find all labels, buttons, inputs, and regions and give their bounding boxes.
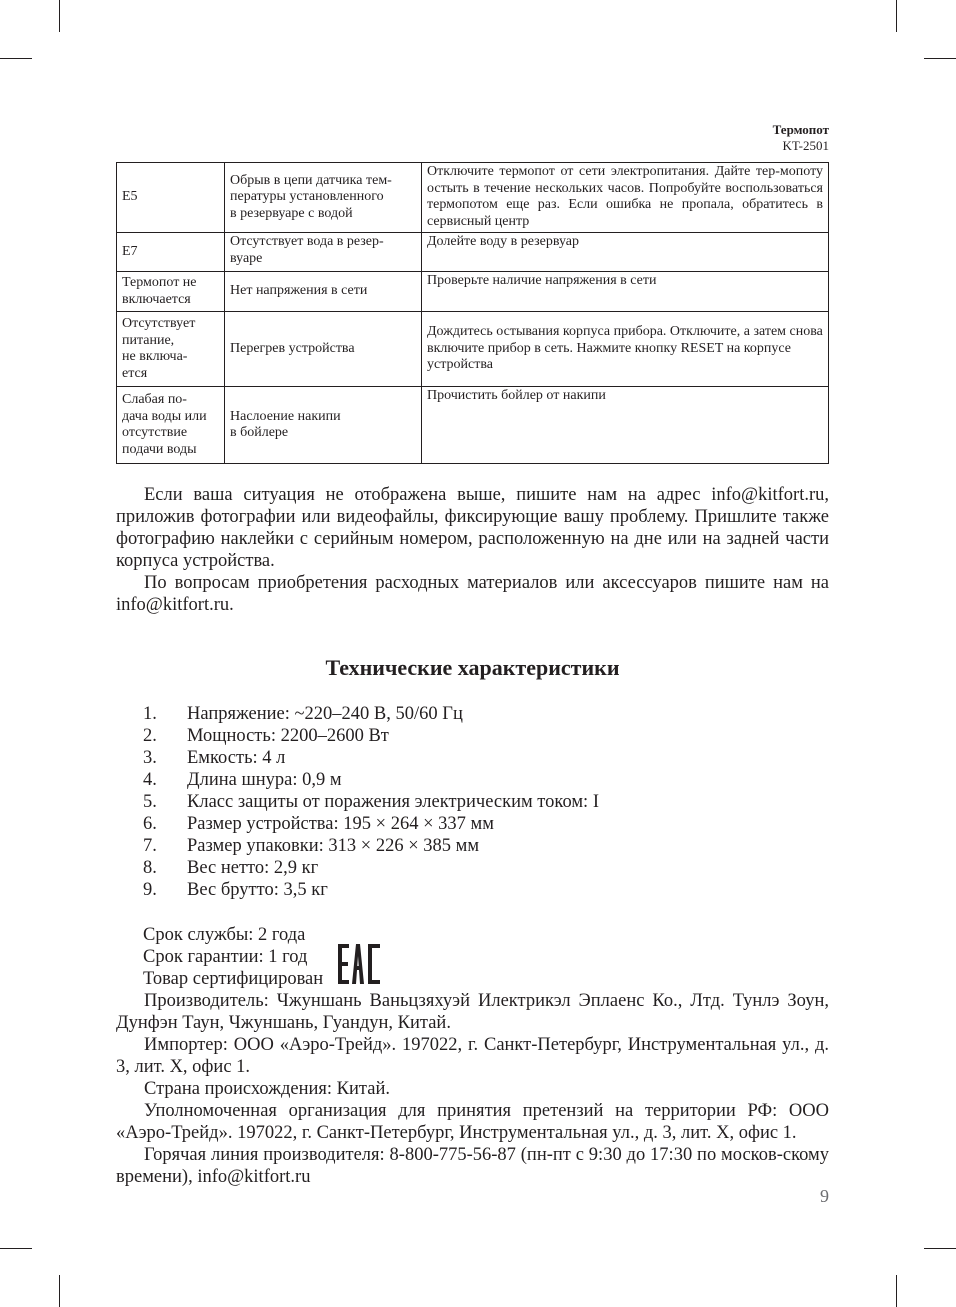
spec-text: Класс защиты от поражения электрическим током: I bbox=[187, 792, 599, 812]
table-row bbox=[117, 387, 829, 464]
fault-cause: Нет напряжения в сети bbox=[225, 272, 422, 312]
eac-mark-icon bbox=[338, 944, 380, 984]
list-item bbox=[143, 703, 599, 725]
manufacturer-text: Производитель: Чжуншань Ваньцзяхуэй Илектрикэл Эплаенс Ко., Лтд. Тунлэ Зоун, Дунфэн Таун, Чжуншань, Гуандун, Китай. bbox=[116, 991, 829, 1033]
hotline-text: Горячая линия производителя: 8-800-775-56-87 (пн-пт с 9:30 до 17:30 по москов-скому времени), info@kitfort.ru bbox=[116, 1145, 829, 1187]
spec-text: Длина шнура: 0,9 м bbox=[187, 770, 342, 790]
manufacturer-paragraph bbox=[116, 990, 829, 1034]
running-header bbox=[773, 122, 829, 154]
spec-number: 6. bbox=[143, 814, 157, 834]
fault-fix: Проверьте наличие напряжения в сети bbox=[422, 272, 829, 312]
list-item bbox=[143, 835, 599, 857]
spec-text: Мощность: 2200–2600 Вт bbox=[187, 726, 389, 746]
table-row bbox=[117, 163, 829, 233]
accessories-paragraph bbox=[116, 572, 829, 616]
warranty: Срок гарантии: 1 год bbox=[143, 947, 308, 967]
spec-number: 9. bbox=[143, 880, 157, 900]
specs-title: Технические характеристики bbox=[325, 655, 620, 680]
spec-text: Размер устройства: 195 × 264 × 337 мм bbox=[187, 814, 494, 834]
spec-number: 2. bbox=[143, 726, 157, 746]
crop-mark bbox=[0, 58, 32, 59]
fault-cause: Отсутствует вода в резер- вуаре bbox=[225, 233, 422, 272]
list-item bbox=[143, 725, 599, 747]
list-item bbox=[143, 879, 599, 901]
page-number: 9 bbox=[820, 1186, 829, 1206]
table-row bbox=[117, 233, 829, 272]
contact-text: Если ваша ситуация не отображена выше, пишите нам на адрес info@kitfort.ru, приложив фотографии или видеофайлы, фиксирующие вашу проблему. Пришлите также фотографию наклейки с серийным номером, расположенную на дне или на задней части корпуса устройства. bbox=[116, 485, 829, 571]
contact-paragraph bbox=[116, 484, 829, 572]
fault-cause: Перегрев устройства bbox=[225, 312, 422, 387]
spec-number: 8. bbox=[143, 858, 157, 878]
service-life: Срок службы: 2 года bbox=[143, 925, 306, 945]
fault-fix: Отключите термопот от сети электропитания. Дайте тер-мопоту остыть в течение нескольких часов. Попробуйте воспользоваться термопотом еще раз. Если ошибка не пропала, обратитесь в сервисный центр bbox=[422, 163, 829, 233]
crop-mark bbox=[59, 1275, 60, 1307]
list-item bbox=[143, 813, 599, 835]
importer-text: Импортер: ООО «Аэро-Трейд». 197022, г. Санкт-Петербург, Инструментальная ул., д. 3, лит. Х, офис 1. bbox=[116, 1035, 829, 1077]
crop-mark bbox=[896, 1275, 897, 1307]
crop-mark bbox=[924, 58, 956, 59]
claims-text: Уполномоченная организация для принятия претензий на территории РФ: ООО «Аэро-Трейд». 197022, г. Санкт-Петербург, Инструментальная ул., д. 3, лит. Х, офис 1. bbox=[116, 1101, 829, 1143]
crop-mark bbox=[924, 1248, 956, 1249]
header-model: KT-2501 bbox=[782, 138, 829, 153]
fault-fix: Долейте воду в резервуар bbox=[422, 233, 829, 272]
fault-table bbox=[116, 162, 829, 464]
importer-paragraph bbox=[116, 1034, 829, 1078]
origin-text: Страна происхождения: Китай. bbox=[144, 1079, 390, 1099]
crop-mark bbox=[59, 0, 60, 32]
table-row bbox=[117, 272, 829, 312]
hotline-paragraph bbox=[116, 1144, 829, 1188]
spec-number: 5. bbox=[143, 792, 157, 812]
fault-code: Отсутствует питание, не включа- ется bbox=[117, 312, 225, 387]
fault-fix: Дождитесь остывания корпуса прибора. Отключите, а затем снова включите прибор в сеть. Нажмите кнопку RESET на корпусе устройства bbox=[422, 312, 829, 387]
fault-fix: Прочистить бойлер от накипи bbox=[422, 387, 829, 464]
fault-code: Слабая по- дача воды или отсутствие подачи воды bbox=[117, 387, 225, 464]
specs-list bbox=[143, 703, 599, 901]
list-item bbox=[143, 769, 599, 791]
list-item bbox=[143, 857, 599, 879]
spec-text: Вес нетто: 2,9 кг bbox=[187, 858, 319, 878]
list-item bbox=[143, 747, 599, 769]
spec-text: Вес брутто: 3,5 кг bbox=[187, 880, 328, 900]
table-row bbox=[117, 312, 829, 387]
spec-text: Емкость: 4 л bbox=[187, 748, 286, 768]
fault-code: E5 bbox=[117, 163, 225, 233]
list-item bbox=[143, 791, 599, 813]
origin-paragraph bbox=[116, 1078, 829, 1100]
crop-mark bbox=[0, 1248, 32, 1249]
claims-paragraph bbox=[116, 1100, 829, 1144]
spec-text: Размер упаковки: 313 × 226 × 385 мм bbox=[187, 836, 480, 856]
accessories-text: По вопросам приобретения расходных материалов или аксессуаров пишите нам на info@kitfort.ru. bbox=[116, 573, 829, 615]
header-product: Термопот bbox=[772, 122, 829, 137]
spec-number: 7. bbox=[143, 836, 157, 856]
crop-mark bbox=[896, 0, 897, 32]
spec-number: 1. bbox=[143, 704, 157, 724]
fault-code: Термопот не включается bbox=[117, 272, 225, 312]
spec-number: 4. bbox=[143, 770, 157, 790]
spec-text: Напряжение: ~220–240 В, 50/60 Гц bbox=[187, 704, 463, 724]
certified: Товар сертифицирован bbox=[143, 969, 324, 989]
fault-cause: Наслоение накипи в бойлере bbox=[225, 387, 422, 464]
fault-cause: Обрыв в цепи датчика тем- пературы установленного в резервуаре с водой bbox=[225, 163, 422, 233]
spec-number: 3. bbox=[143, 748, 157, 768]
fault-code: E7 bbox=[117, 233, 225, 272]
